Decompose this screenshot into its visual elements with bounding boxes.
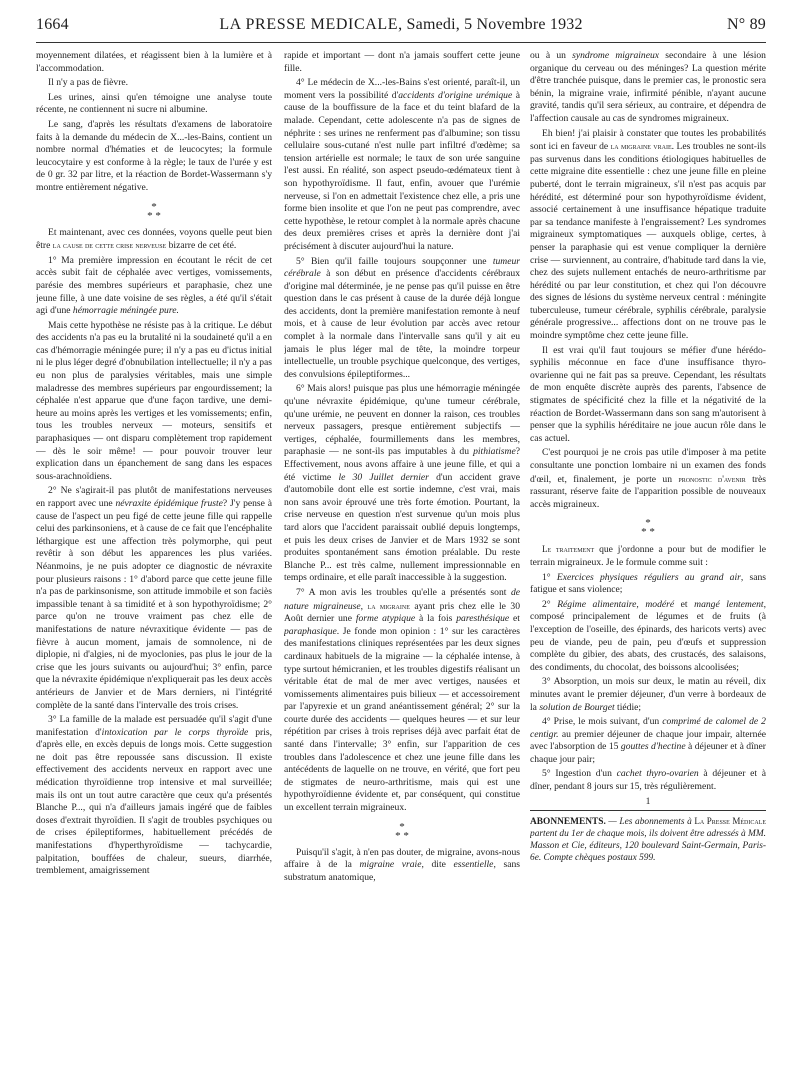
- paragraph: [530, 50, 766, 126]
- text-run: ? J'y pense à cause de l'aspect un peu figé de cette jeune fille qui rappelle celui des parkinsoniens, et à cause de ce fait que l'encéphalite léthargique est une affection très polymorphe, qui peut revêtir à son début les apparences les plus variées. Néanmoins, je ne puis adopter ce diagnostic de névraxite pour plusieurs raisons : 1° d'abord parce que cette jeune fille n'a pas de parkinsonisme, son attitude immobile et son faciès impassible tenant à sa timidité et à son hypothyroïdisme; 2° parce qu'on ne trouve vraiment pas chez elle de manifestations de nature névraxitique évidente — pas de fièvre à aucun moment, jamais de somnolence, ni de diplopie, ni d'algies, ni de myoclonies, pas plus le jour de la crise que les jours suivants ou aujourd'hui; 3° enfin, parce que la névraxite épidémique n'expliquerait pas les deux accès antérieurs de Janvier et de Mars derniers, ni l'intégrité complète de la santé dans l'intervalle des trois crises.: [36, 498, 272, 711]
- text-run: d'un accident grave d'automobile dont elle est sortie indemne, c'est vrai, mais non sans avoir éprouvé une très forte émotion. Pourtant, la crise nerveuse en question n'est survenue qu'un mois plus tard alors que l'accident paraissait oublié depuis longtemps, et puis les deux crises de Janvier et de Mars 1932 se sont produites spontanément sans émotion préalable. Du reste Blanche P... est très calme, nullement impressionnable en temps ordinaire, et elle paraît inaccessible à la suggestion.: [284, 471, 520, 584]
- text-run: 2° Ne s'agirait-il pas plutôt de manifestations nerveuses en rapport avec une: [36, 485, 272, 509]
- small-caps-run: Le traitement: [542, 544, 595, 555]
- paragraph: [284, 847, 520, 885]
- italic-run: de nature migraineuse: [284, 586, 520, 612]
- section-asterism: [530, 519, 766, 537]
- text-run: 3° Absorption, un mois sur deux, le matin au réveil, dix minutes avant le premier déjeuner, d'un verre à bordeaux de la: [530, 676, 766, 713]
- italic-run: essentielle: [453, 859, 494, 871]
- text-run: 5° Ingestion d'un: [542, 768, 617, 780]
- paragraph: [36, 227, 272, 253]
- text-run: . Les troubles ne sont-ils pas survenus dans les conditions étiologiques habituelles de cette migraine dite essentielle : chez une jeune fille en pleine puberté, dont le terrain migraineux, s'il n'est pas acquis par hérédité, est déterminé pour son hypothyroïdisme évident, associé certainement à une insuffisance hépatique traduite par sa tendance manifeste à l'engraissement? Les syndromes migraineux symptomatiques — auxquels oblige, certes, à penser la paraphasie qui est venue compliquer la dernière crise — surviennent, au contraire, d'habitude tard dans la vie, chez des sujets nullement entachés de neuro-arthritisme par hérédité ou par leur constitution, et chez qui l'on découvre des signes de lésions du système nerveux central : méningite tuberculeuse, tumeur cérébrale, syphilis cérébrale, paralysie générale progressive... affections dont on ne trouve pas le moindre symptôme chez cette jeune fille.: [530, 141, 766, 342]
- text-run: et: [509, 613, 520, 625]
- italic-run: hémorragie méningée pure.: [72, 305, 179, 317]
- small-caps-run: la migraine vraie: [610, 141, 672, 152]
- text-run: , composé principalement de légumes et de fruits (à l'exception de l'oseille, des épinards, des haricots verts) avec peu de viande, peu de pain, peu d'œufs et suppression complète du gibier, des abats, des crustacés, des salaisons, des condiments, du chocolat, des boissons alcoolisées;: [530, 598, 766, 673]
- text-run: , sans fatigue et sans violence;: [530, 571, 766, 596]
- paragraph: Le sang, d'après les résultats d'examens de laboratoire faits à la demande du médecin de X...-les-Bains, contient un nombre normal d'hématies et de leucocytes; la formule leucocytaire y est conforme à la règle; le taux de l'urée y est de 0 gr. 32 par litre, et la réaction de Bordet-Wassermann s'y montre entièrement négative.: [36, 118, 272, 193]
- paragraph: [284, 77, 520, 253]
- paragraph: [530, 676, 766, 714]
- text-run: 6° Mais alors! puisque pas plus une hémorragie méningée qu'une névraxite épidémique, qu'une tumeur cérébrale, qu'une urémie, ne peuvent en donner la raison, ces troubles nerveux passagers, presque entièrement subjectifs — vertiges, céphalée, fourmillements dans les membres, paraphasie — ne sont-ils pas imputables à du: [284, 383, 520, 458]
- text-run: à cause de la bouffissure de la face et du teint blafard de la malade. Cependant, cette adolescente n'a pas de signes de néphrite : ses urines ne renferment pas d'albumine; son tissu cellulaire sous-cutané n'est nulle part infiltré d'œdème; sa tension artérielle est normale; le taux de son urée sanguine l'est aussi. En réalité, son aspect pseudo-œdémateux tient à son hypothyroïdisme. Il faut, enfin, avouer que l'urémie nerveuse, si l'on en admettait l'existence chez elle, a pris une forme bien insolite et que l'on ne peut pas comprendre, avec cette hypothèse, le retour complet à la normale après chacune des deux premières crises et après la dernière dont j'ai précisément à discuter aujourd'hui la nature.: [284, 89, 520, 252]
- paragraph: [530, 543, 766, 569]
- italic-run: névraxite épidémique fruste: [115, 498, 223, 509]
- text-run: 5° Bien qu'il faille toujours soupçonner une: [296, 255, 493, 267]
- text-run: bizarre de cet été.: [166, 240, 237, 252]
- asterism-top: *: [399, 820, 405, 833]
- italic-run: tumeur cérébrale: [284, 255, 520, 280]
- text-run: que j'ordonne a pour but de modifier le terrain migraineux. Je le formule comme suit :: [530, 544, 766, 568]
- text-run: ,: [636, 598, 646, 610]
- column-left: [36, 50, 272, 1074]
- page-number: 1664: [36, 16, 69, 33]
- asterism-bottom: * *: [395, 829, 409, 842]
- issue-date: , Samedi, 5 Novembre 1932: [398, 16, 583, 33]
- paragraph: [530, 716, 766, 766]
- text-run: 4° Le médecin de X...-les-Bains s'est orienté, paraît-il, un moment vers la possibilité d': [284, 77, 520, 101]
- text-run: 2°: [542, 598, 558, 610]
- notice-label: ABONNEMENTS.: [530, 817, 606, 828]
- small-caps-run: la cause de cette crise nerveuse: [52, 240, 167, 251]
- text-run: et: [674, 598, 695, 610]
- text-run: tiédie;: [614, 701, 642, 713]
- italic-run: migraine vraie: [359, 859, 422, 871]
- subscription-notice: [530, 815, 766, 864]
- paragraph: [530, 447, 766, 511]
- italic-run: mangé lentement: [694, 598, 764, 610]
- italic-run: Régime alimentaire: [557, 598, 637, 610]
- text-run: Puisqu'il s'agit, à n'en pas douter, de migraine, avons-nous affaire à de la: [284, 846, 520, 871]
- text-run: ayant pris chez elle le 30 Août dernier une: [284, 600, 520, 625]
- asterism-top: *: [151, 200, 157, 213]
- paragraph: [284, 587, 520, 815]
- text-run: ou à un: [530, 50, 573, 61]
- paragraph: rapide et important — dont n'a jamais souffert cette jeune fille.: [284, 50, 520, 74]
- section-rule: [530, 810, 766, 811]
- section-asterism: [284, 820, 520, 842]
- paragraph: Les urines, ainsi qu'en témoigne une analyse toute récente, ne contiennent ni sucre ni albumine.: [36, 91, 272, 116]
- paragraph: Mais cette hypothèse ne résiste pas à la critique. Le début des accidents n'a pas eu la brutalité ni la soudaineté qu'il a en cas d'hémorragie méningée pure; il n'y a pas eu d'ictus initial ni le plus léger degré d'obnubilation intellectuelle; il n'y a pas eu non plus de paralysies véritables, mais une simple maladresse des membres supérieurs par engourdissement; la céphalée n'est apparue que d'une façon tardive, une demi-heure au moins après les vertiges et les vomissements; enfin, tous les troubles nerveux — moteurs, sensitifs et paraphasiques — ont disparu complètement trop rapidement — dès le soir même! — pour pouvoir trouver leur explication dans un épanchement de sang dans les espaces sous-arachnoïdiens.: [36, 319, 272, 482]
- text-run: ? Effectivement, nous avons affaire à une jeune fille, et qui a été victime: [284, 446, 520, 483]
- italic-run: solution de Bourget: [539, 701, 615, 713]
- asterism-bottom: * *: [641, 526, 655, 539]
- text-run: 7° A mon avis les troubles qu'elle a présentés sont: [296, 586, 511, 598]
- text-run: 1°: [542, 571, 557, 583]
- text-run: 4° Prise, le mois suivant, d'un: [542, 716, 663, 728]
- italic-run: paraphasique: [284, 625, 337, 637]
- italic-run: forme atypique: [355, 613, 416, 625]
- journal-title-line: [36, 16, 766, 34]
- text-run: à déjeuner et à dîner chaque jour pair;: [530, 741, 766, 765]
- paragraph: Il n'y a pas de fièvre.: [48, 77, 129, 89]
- text-run: 3° La famille de la malade est persuadée qu'il s'agit d'une manifestation d': [36, 714, 272, 738]
- column-middle: [284, 50, 520, 1074]
- text-run: 1° Ma première impression en écoutant le récit de cet accès subit fait de céphalée avec vertiges, vomissements, parésie des membres supérieurs et paraphasie, chez une jeune fille, à une date voisine de ses règles, a été qu'il s'était agi d'une: [36, 254, 272, 317]
- italic-run: modéré: [645, 598, 675, 610]
- paragraph: [530, 572, 766, 597]
- text-run: — Les abonnements à: [605, 817, 695, 828]
- paragraph: [284, 383, 520, 585]
- column-right: [530, 50, 766, 1060]
- text-run: Eh bien! j'ai plaisir à constater que toutes les probabilités sont ici en faveur de: [530, 127, 766, 153]
- paragraph: moyennement dilatées, et réagissent bien à la lumière et à l'accommodation.: [36, 50, 272, 74]
- paragraph: [36, 714, 272, 878]
- small-caps-run: pronostic d'avenir: [678, 473, 746, 484]
- paragraph: Il est vrai qu'il faut toujours se méfier d'une hérédo-syphilis méconnue en face d'une insuffisance thyro-ovarienne qui ne fait pas sa preuve. Cependant, les résultats de mon enquête discrète auprès des parents, l'absence de stigmates de spécificité chez la fille et la négativité de la réaction de Bordet-Wassermann dans son sang m'autorisent à penser que la syphilis héréditaire ne joue aucun rôle dans le cas actuel.: [530, 344, 766, 444]
- italic-run: le 30 Juillet dernier: [338, 471, 429, 483]
- italic-run: intoxication par le corps thyroïde: [101, 726, 249, 738]
- paragraph: [530, 599, 766, 675]
- italic-run: Exercices physiques réguliers au grand air: [556, 571, 741, 583]
- text-run: à la fois: [415, 613, 457, 625]
- text-run: C'est pourquoi je ne crois pas utile d'imposer à ma petite consultante une ponction lombaire ni un examen des fonds d'œil, et, finalement, je porte un: [530, 447, 766, 485]
- italic-run: comprimé de calomel de 2 centigr.: [530, 716, 766, 740]
- page-header: [36, 16, 766, 38]
- italic-run: pithiatisme: [473, 446, 516, 458]
- text-run: , dite: [421, 859, 454, 871]
- italic-run: cachet thyro-ovarien: [616, 768, 699, 780]
- text-run: . Je fonde mon opinion : 1° sur les caractères des manifestations cliniques représentées par les deux signes cardinaux habituels de la migraine — la céphalée intense, à type surtout hémicranien, et les troubles digestifs réalisant un véritable état de mal de mer avec vertiges, nausées et vomissements alimentaires puis bilieux — et accessoirement par l'apyrexie et un grand anéantissement général; 2° sur la courte durée des accidents — quelques heures — et sur leur répétition par crises à trois reprises déjà avec parfait état de santé dans l'intervalle; 3° enfin, sur l'apparition de ces troubles dans l'adolescence et chez une jeune fille dans les antécédents de laquelle on ne trouve, en vérité, que fort peu de stigmates de neuro-arthritisme, mais qui est une hypothyroïdienne évidente et, par conséquent, qui constitue un excellent terrain migraineux.: [284, 625, 520, 814]
- section-asterism: [36, 200, 272, 222]
- text-run: partent du 1er de chaque mois, ils doivent être adressés à MM. Masson et Cie, éditeurs, 120 boulevard Saint-Germain, Paris-6e. Compte chèques postaux 599.: [530, 829, 766, 864]
- text-run: à son début en présence d'accidents cérébraux d'origine mal déterminée, je ne pense pas qu'il puisse en être question dans le cas présent à cause de la durée déjà longue des accidents, dont la première manifestation remonte à neuf mois, et à cause de leur évolution par accès avec retour complet à la normale dans l'intervalle sans qu'il y ait eu jamais le plus léger mal de tête, la moindre torpeur intellectuelle, un trouble psychique quelconque, des vertiges, des convulsions épileptiformes...: [284, 268, 520, 380]
- paragraph: [36, 485, 272, 712]
- italic-run: gouttes d'hectine: [620, 741, 686, 753]
- paragraph: [530, 768, 766, 793]
- text-run: pris, d'après elle, en excès depuis de longs mois. Cette suggestion ne doit pas être repoussée sans discussion. Il existe effectivement des accidents nerveux en rapport avec une médication thyroïdienne trop intensive et mal surveillée; mais ils ont un tout autre caractère que ceux qu'a présentés Blanche P..., qui n'a d'ailleurs jamais ingéré que de faibles doses d'extrait thyroïdien. Il s'agit de troubles psychiques ou de crises épileptiformes, habituellement précédés de manifestations d'hyperthyroïdisme — tachycardie, palpitation, bouffées de chaleur, sueurs, diarrhée, tremblement, amaigrissement: [36, 726, 272, 877]
- italic-run: paresthésique: [456, 613, 510, 625]
- paragraph: [36, 255, 272, 318]
- small-caps-run: La Presse Médicale: [694, 816, 766, 827]
- asterism-top: *: [645, 517, 651, 530]
- text-run: secondaire à une lésion organique du cerveau ou des méninges? La question mérite d'être tranchée puisque, dans le premier cas, le pronostic sera bénin, la migraine vraie, infirmité pénible, n'ayant aucune gravité, tandis qu'il sera sérieux, au contraire, et dépendra de l'affection causale au cas de syndromes migraineux.: [530, 50, 766, 124]
- paragraph: [530, 128, 766, 343]
- journal-title: LA PRESSE MEDICALE: [219, 16, 399, 33]
- text-run: à déjeuner et à dîner, pendant 8 jours sur 15, très régulièrement.: [530, 768, 766, 793]
- italic-run: accidents d'origine urémique: [398, 89, 513, 101]
- text-run: au premier déjeuner de chaque jour impair, alternée avec l'absorption de 15: [530, 728, 766, 753]
- italic-run: syndrome migraineux: [572, 50, 660, 61]
- text-run: , sans substratum anatomique,: [284, 859, 520, 883]
- issue-number: N° 89: [727, 16, 766, 33]
- footnote-marker: 1: [645, 795, 651, 807]
- text-run: Et maintenant, avec ces données, voyons quelle peut bien être: [36, 226, 272, 252]
- asterism-bottom: * *: [147, 209, 161, 222]
- small-caps-run: la migraine: [367, 600, 410, 611]
- text-run: très rassurant, réserve faite de l'apparition possible de nouveaux accès migraineux.: [530, 473, 766, 510]
- text-run: ,: [360, 600, 368, 612]
- header-rule: [36, 42, 766, 43]
- paragraph: [284, 256, 520, 382]
